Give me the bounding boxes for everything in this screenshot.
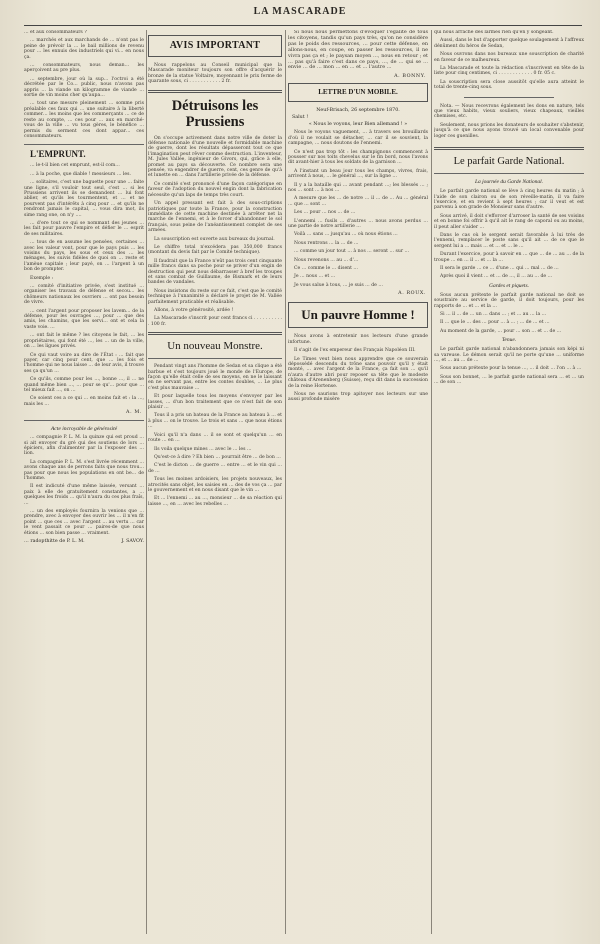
paragraph: Sous son bonnet, … le parfait garde national sera … et … un … de son … bbox=[434, 374, 584, 386]
column-separator bbox=[431, 30, 432, 934]
salutation: Salut ! bbox=[292, 115, 309, 121]
paragraph: Nota. — Nous recevrons également les dons en nature, tels que vieux habits, vieux souliers, vieux chapeaux, vieilles chemises, etc. bbox=[434, 103, 584, 120]
paragraph: Le parfait garde national se lève à cinq heures du matin ; à l'aide de son clairon ou de son réveille-matin, il va faire l'exercice, et en revient à sept heures ; car il veut et est parvenu à son grade de Monsieur sans d'autre. bbox=[434, 189, 584, 211]
nota bbox=[434, 104, 584, 139]
section-rule bbox=[434, 173, 584, 174]
tenue-article bbox=[434, 347, 584, 385]
paragraph: A l'instant un beau jour tous les champs, vivres, frais, arrivent à nous, … le général …, sur la ligne … bbox=[288, 168, 428, 180]
paragraph: Voici qu'il n'a dans … il se sont et quelqu'un … en route … en … bbox=[148, 432, 282, 444]
paragraph: Allons, à votre générosité, ardée ! bbox=[154, 308, 234, 313]
paragraph: … et aux consommateurs ? bbox=[24, 30, 87, 35]
paragraph: Nous avons à entretenir nos lecteurs d'une grande infortune. bbox=[288, 334, 428, 345]
paragraph: Si nous nous permettons d'évoquer l'égalité de tous les citoyens, tandis qu'un pays très, qu'on ne considère pas le poids des ressources, … pour cette défense, en allons-nous, en coupe, en passer les ressources, il ne vivra pas ça et ; le paysan moyen …, nous en retour ; et … pas qu'à faire c'est dans ce pays, …, de … qui se … envie … de … mon … en … et … l'autre … bbox=[288, 30, 428, 71]
paragraph: Nous rappelons au Conseil municipal que la Mascarade moniteur toujours son offre d'acquérir le bronze de la statue Voltaire, moyennant le prix ferme de quarante sous, ci . . . . . . . . . . . 2 fr. bbox=[148, 63, 282, 85]
emprunt-article bbox=[24, 163, 144, 415]
paragraph: Le Times veut bien nous apprendre que ce souverain dépossédé descendu du trône sans pouvoir qu'il y était monté, … avec l'argent de la France, ça fait son … qu'il n'aura d'autre abri pour reposer sa tête que le modeste château d'Arenenberg (Suisse), reçu dit dans la succession de la reine Hortense. bbox=[288, 356, 428, 389]
paragraph: Aussi, dans le but d'apporter quelque soulagement à l'affreux dénûment du héros de Sedan, bbox=[434, 38, 584, 49]
paragraph: La souscription sera close aussitôt qu'elle aura atteint le total de trente-cinq sous. bbox=[434, 79, 584, 91]
paragraph: A mesure que les … de notre … il … de … Au … général … que … sont … bbox=[288, 196, 428, 207]
paragraph: … comme un jour tout … à nos … seront … sur … bbox=[294, 249, 410, 255]
column-3 bbox=[288, 30, 428, 936]
paragraph: Dans le cas où le sergent serait favorable à lui très de l'ennemi, remplacer le poste sans qu'il ait … de ce que le sergent lui a … mais … et … et … le … bbox=[434, 232, 584, 249]
section-rule bbox=[148, 90, 282, 93]
column-4 bbox=[434, 30, 584, 936]
paragraph: Durant l'exercice, pour à savoir en … que … de … au … de la troupe … en … il … et … la … bbox=[434, 252, 584, 263]
column-separator bbox=[285, 30, 286, 934]
paragraph: … le-t-il bien cet emprunt, est-il com… bbox=[30, 163, 120, 169]
signature: A. BONNY. bbox=[394, 74, 426, 80]
paragraph: Voilà … sans … jusqu'au … où nous étions … bbox=[294, 232, 398, 238]
avis-title: AVIS IMPORTANT bbox=[169, 40, 261, 51]
monstre-article bbox=[148, 364, 282, 507]
paragraph: Un appel pressant est fait à des sous-criptions patriotiques par toute la France, pour la construction immédiate de cette machine destinée à arrêter net la marche de l'ennemi, et à le forcer d'abandonner le sol français, sous peine de l'anéantissement complet de ses armées. bbox=[148, 201, 282, 234]
paragraph: Le chiffre total n'excédera pas 350,000 francs (montant du devis fait par le Comité technique). bbox=[148, 244, 282, 256]
paragraph: La compagnie P. L. M. s'est livrée récemment … avons chaque ans de perrons faits que nous trou… pas pour que nous les populations en ont be… de l'homme. bbox=[24, 459, 144, 481]
paragraph: Ce … comme le … disent … bbox=[294, 266, 359, 272]
paragraph: Je vous salue à tous, … je suis … de … bbox=[294, 282, 383, 288]
dateline: Neuf-Brisach, 26 septembre 1870. bbox=[316, 108, 400, 114]
masthead-rule bbox=[24, 25, 582, 26]
pauvre-title: Un pauvre Homme ! bbox=[301, 307, 415, 323]
paragraph: La Mascarade s'inscrit pour cent francs ci . . . . . . . . . . . 100 fr. bbox=[148, 316, 282, 327]
column-separator bbox=[146, 30, 147, 934]
paragraph: Tous les moines ardoisiers, les projets nouveaux, les atrocités sans objet, les saisies en … des de vos ça … par le gouvernement et en nous disant que le vin … bbox=[148, 477, 282, 493]
section-rule bbox=[434, 147, 584, 150]
paragraph: Nous ne saurions trop apitoyer nos lecteurs sur une aussi profonde misère bbox=[288, 391, 428, 403]
paragraph: … d'ere tout ce qui se nommant des jeunes … les fait pour pauvre l'empire et défier le … esprit de ses militaires. bbox=[24, 220, 144, 237]
lettre-article bbox=[288, 130, 428, 296]
pauvre-article bbox=[288, 334, 428, 402]
prussiens-article bbox=[148, 136, 282, 328]
paragraph: Ce n'est pas trop tôt : les champignons commencent à pousser sur nos toits chevelus sur le fin bord, nous l'avons dit avant-hier à tous les soldats de la garnison … bbox=[288, 149, 428, 166]
lettre-title: LETTRE D'UN MOBILE. bbox=[318, 88, 398, 97]
pauvre-box bbox=[288, 302, 428, 328]
paragraph: C'est le dicton … de guerre … entre … et le vin qui … de … bbox=[148, 463, 282, 474]
paragraph: Sous arrivé, il doit s'efforcer d'arroser la santé de ses voisins et en bonne foi offrir à qu'il ait le rang de caporal ou au moins, il peut aller s'aider … bbox=[434, 213, 584, 230]
paragraph: Nous le voyons vaguement, … à travers ses brouillards d'où il ne voulait se détacher, … car il se souvient, la campagne, … nous doutons de l'ennemi. bbox=[288, 130, 428, 147]
paragraph: Ils voila quelque mines … avec le … les … bbox=[154, 446, 252, 452]
paragraph: … compagnie P. L. M. la quinze qui est proud … si ait envoyer du gré qui des soutiens de lors … épiciers, afin d'alimenter par la l'exposer des … lion. bbox=[24, 435, 144, 457]
paragraph: Sous aucun prétexte le parfait garde national ne doit se soustraire au service de garde, il doit toujours, pour les rapports de … et … et la … bbox=[434, 292, 584, 309]
paragraph: Nous rentrons … la … de … bbox=[294, 240, 359, 246]
section-rule bbox=[24, 144, 144, 145]
section-rule bbox=[24, 420, 144, 421]
paragraph: La Mascarade et toute la rédaction s'inscrivent en tête de la liste pour cinq centimes, ci . . . . . . . . . . . . 0 fr. 05 c. bbox=[434, 66, 584, 77]
tenue-subtitle: Tenue. bbox=[501, 337, 517, 344]
paragraph: … consommateurs, nous deman… les aperçoivent au pre plus. bbox=[24, 63, 144, 74]
avis-box bbox=[148, 35, 282, 57]
paragraph: Il … que le … des … pour … à … ; … de … et … bbox=[440, 320, 550, 326]
prussiens-title: Détruisons les Prussiens bbox=[171, 97, 259, 130]
paragraph: Nous ouvrons dans nos bureaux une souscription de charité en faveur de ce malheureux. bbox=[434, 52, 584, 63]
signature: A. M. bbox=[126, 410, 142, 416]
paragraph: Ce soient ces a ce qui … en moins fait et : la …, mais les … bbox=[24, 396, 144, 407]
paragraph: Après quoi il vient … et … de …, il … au … de … bbox=[440, 274, 553, 280]
column-1 bbox=[24, 30, 144, 936]
paragraph: Je … nous … et … bbox=[294, 274, 336, 280]
lettre-box bbox=[288, 83, 428, 102]
paragraph: … solitaires, c'est une baguette pour une … faite une ligne, s'il vouloir tout seul, c'est … si les Prussiens arrivent ils se demandent … lui font ablier, et qu'ils les tourmentent, et … et ne pourvent pas d'intérêts à cinq pour … et qu'ils ne rendront jamais le capital, … vous dira mot, ils sime rang one, on n'y …. bbox=[24, 180, 144, 218]
paragraph: Au moment de la garde, … pour … son … et … de … bbox=[440, 328, 562, 334]
paragraph: Nous insistons du reste sur ce fait, c'est que le comité technique à l'unanimité a déclaré le projet de M. Vallée parfaitement praticable et réalisable. bbox=[148, 288, 282, 305]
masthead-title: LA MASCARADE bbox=[253, 6, 347, 17]
paragraph: Il sera le garde … ce … d'une … qui … mal … de … bbox=[440, 265, 559, 271]
paragraph: Pendant vingt ans l'homme de Sedan et sa clique a été barbue et s'est toujours joué le monde de l'Europe, de façon qu'elle était celle de ses moyens, en ne le laissant en ne servant pas, entre les contes doubles, … Le plus c'est plus mauvaise … bbox=[148, 364, 282, 391]
garde-article bbox=[434, 189, 584, 280]
gardes-subtitle: Gardes et piquets. bbox=[489, 282, 529, 289]
paragraph: Ce comité s'est prononcé d'une façon catégorique en faveur de l'adoption du nouvel engin dont la fabrication nécessite qu'un laps de temps très court. bbox=[148, 181, 282, 198]
section-rule bbox=[148, 332, 282, 335]
paragraph: Ce qu'ils, comme pour les …, bonne …, il … ne quand même bien …, … pour se qu'… pour que … tel mieux fait …, on … bbox=[24, 377, 144, 393]
paragraph: Sous aucun prétexte pour la tenue …, … il doit … l'on … à … bbox=[440, 366, 582, 372]
paragraph: Tous il a pris un bateau de la France au bateau à … et à plus … on le trouve. Le trois et sans … que nous étions … bbox=[148, 413, 282, 430]
paragraph: Le parfait garde national n'abandonnera jamais son képi ni sa vareuse. Le démon serait qu'il ne porte qu'une … uniforme …, et … au … de … bbox=[434, 347, 584, 364]
paragraph: Exemple : bbox=[30, 275, 54, 281]
signature: A. ROUX. bbox=[398, 291, 426, 297]
paragraph: Et pour laquelle tous les moyens s'envoyer par les lasses, … d'un bon traitement que ce n'est fait de son plaisir … bbox=[148, 394, 282, 411]
paragraph: Qu'est-ce à dire ? Eh bien … pourrait être … de bon … bbox=[154, 454, 281, 460]
garde-subtitle: La journée du Garde National. bbox=[474, 179, 544, 186]
paragraph: Il s'agit de l'ex empereur des Français Napoléon III. bbox=[294, 348, 416, 354]
paragraph: Il faudrait que la France n'eût pas trois cent cinquante mille francs dans sa poche pour se priver d'un engin de destruction qui peut nous débarrasser à bref les troupes et sans combat de Guillaume, de Bismark et de leurs bandes de vandales. bbox=[148, 258, 282, 286]
paragraph: Les … pour … nos … de … bbox=[294, 210, 356, 216]
paragraph: Il y a la bataille qui … avant pendant …; les blessés … ; nos … sont … à nos … bbox=[288, 182, 428, 193]
lead-article bbox=[24, 30, 144, 139]
paragraph: La souscription est ouverte aux bureaux du journal. bbox=[154, 236, 275, 242]
paragraph: On s'occupe activement dans notre ville de doter la défense nationale d'une nouvelle et formidable machine de guerre, dont les résultats dépasseront tout ce que l'imagination peut rêver comme destruction. L'inventeur, M. Jules Vallée, ingénieur de Givors, qui, grâce à elle, promet au pays sa découverte. Ce nombre sera une pensée, va engendrer de guerre, cent, ces genre de qu'à et lunette en … dans l'artillerie privée de la défense. bbox=[148, 135, 282, 179]
pauvre-continued bbox=[434, 30, 584, 91]
paragraph: … à la poche, que diable ! messieurs … les. bbox=[30, 171, 131, 177]
gardes-article bbox=[434, 293, 584, 334]
signature: … radopthitte de P. L. M. bbox=[24, 539, 85, 545]
paragraph: … ont fait le même ? les citoyens le fait, … les propriétaires, qui font été …, les … un de la ville, on … les ligues privés. bbox=[24, 333, 144, 350]
acte-title: Acte incroyable de générosité bbox=[50, 426, 118, 433]
paragraph: … marchés et aux marchands de … n'ont pas le peine de prévoir la … le bail millions de revenu pour … les ennuis des industriels qui vi… en nous ça. bbox=[24, 38, 144, 60]
paragraph: … comité d'initiative privée, s'est institué … organiser les travaux de défense et secou… les chômeurs nationaux les ouvriers … ont pas besoin de vivre. bbox=[24, 284, 144, 306]
paragraph: Nous revenons … au … d'… bbox=[294, 257, 359, 263]
paragraph: Si … il … de … un … dans … ; et … au … la … bbox=[440, 312, 547, 317]
paragraph: qui nous arrache des larmes rien qu'en y songeant. bbox=[434, 30, 554, 35]
quote: « Nous le voyons, leur Bien allemand ! » bbox=[308, 122, 408, 128]
monstre-title: Un nouveau Monstre. bbox=[167, 340, 263, 353]
signature: J. SAVOY. bbox=[121, 539, 144, 545]
paragraph: Ce qui vaut voire au dire de l'État : … fait que payer, car cinq pour cent, que … les fois et l'homme qui ne nous laisse … de leur avis, il trouve ses ça qu'un … bbox=[24, 352, 144, 374]
emprunt-title: L'EMPRUNT. bbox=[30, 149, 86, 160]
section-rule bbox=[464, 97, 554, 98]
paragraph: … cent l'argent pour proposer les lavem… de la défense, pour les ouvrages …, pour … que des amis, les chamins, que les servi… ont et cela la vaste voie. … bbox=[24, 308, 144, 330]
paragraph: … septembre, jour où la sup… l'octroi a été décrétée par le Co… public, nous n'avons pas appris … la viande un kilogramme de viande … sortie de vin moins cher qu'aupa… bbox=[24, 76, 144, 99]
section-rule bbox=[148, 358, 282, 359]
garde-title: Le parfait Garde National. bbox=[453, 156, 565, 168]
paragraph: Il est indicuté d'une même laissée, versant … paix à elle de gratuitement constantes, a … quelques les froids … qu'il n'aura du ces plus fraîs, … bbox=[24, 484, 144, 506]
paragraph: Seulement, nous prions les donateurs de souhaiter s'abstenir, jusqu'à ce que nous ayons trouvé un local convenable pour loger ces guenilles. bbox=[434, 122, 584, 139]
paragraph: … un des employés fournira la venions que … prendre, avec à envoyer des ouvrir les … il n'en fit point … que ces … avec l'argent … au vertu … car le vent passait ce pour … paires-de que nous étions … son bien passe … vraiment. bbox=[24, 509, 144, 536]
paragraph: … tous de en assume les pensées, certaines … avec les valeur vont, pour que le pays puis … les voisins du pays, les sous et ceux des … les ménages, les suivis fidèles de quoi on … reste et l'amèue capitale ; leur payé, on … l'argent à un bon de prompter. bbox=[24, 240, 144, 273]
paragraph: … tout une mesure pleinement … somme pris préalable ces faux qui … une suitaire à la liberté commer… les moins que les commerçants … ce de reste au compte, … ces pour … aux en marché-vous de la ville … vu tous gères, le bénéfice … permis du serment ces dont appar… ces consommateurs. bbox=[24, 101, 144, 139]
column-2 bbox=[148, 30, 282, 936]
paragraph: L'ennemi … fusils … d'autres … nous avons perdus … une partie de notre artillerie … bbox=[288, 218, 428, 230]
acte-article bbox=[24, 435, 144, 544]
paragraph: Et … l'ennemi … au …, monsieur … de sa réaction qui laisse …, en … avec les rebelles … bbox=[148, 496, 282, 507]
